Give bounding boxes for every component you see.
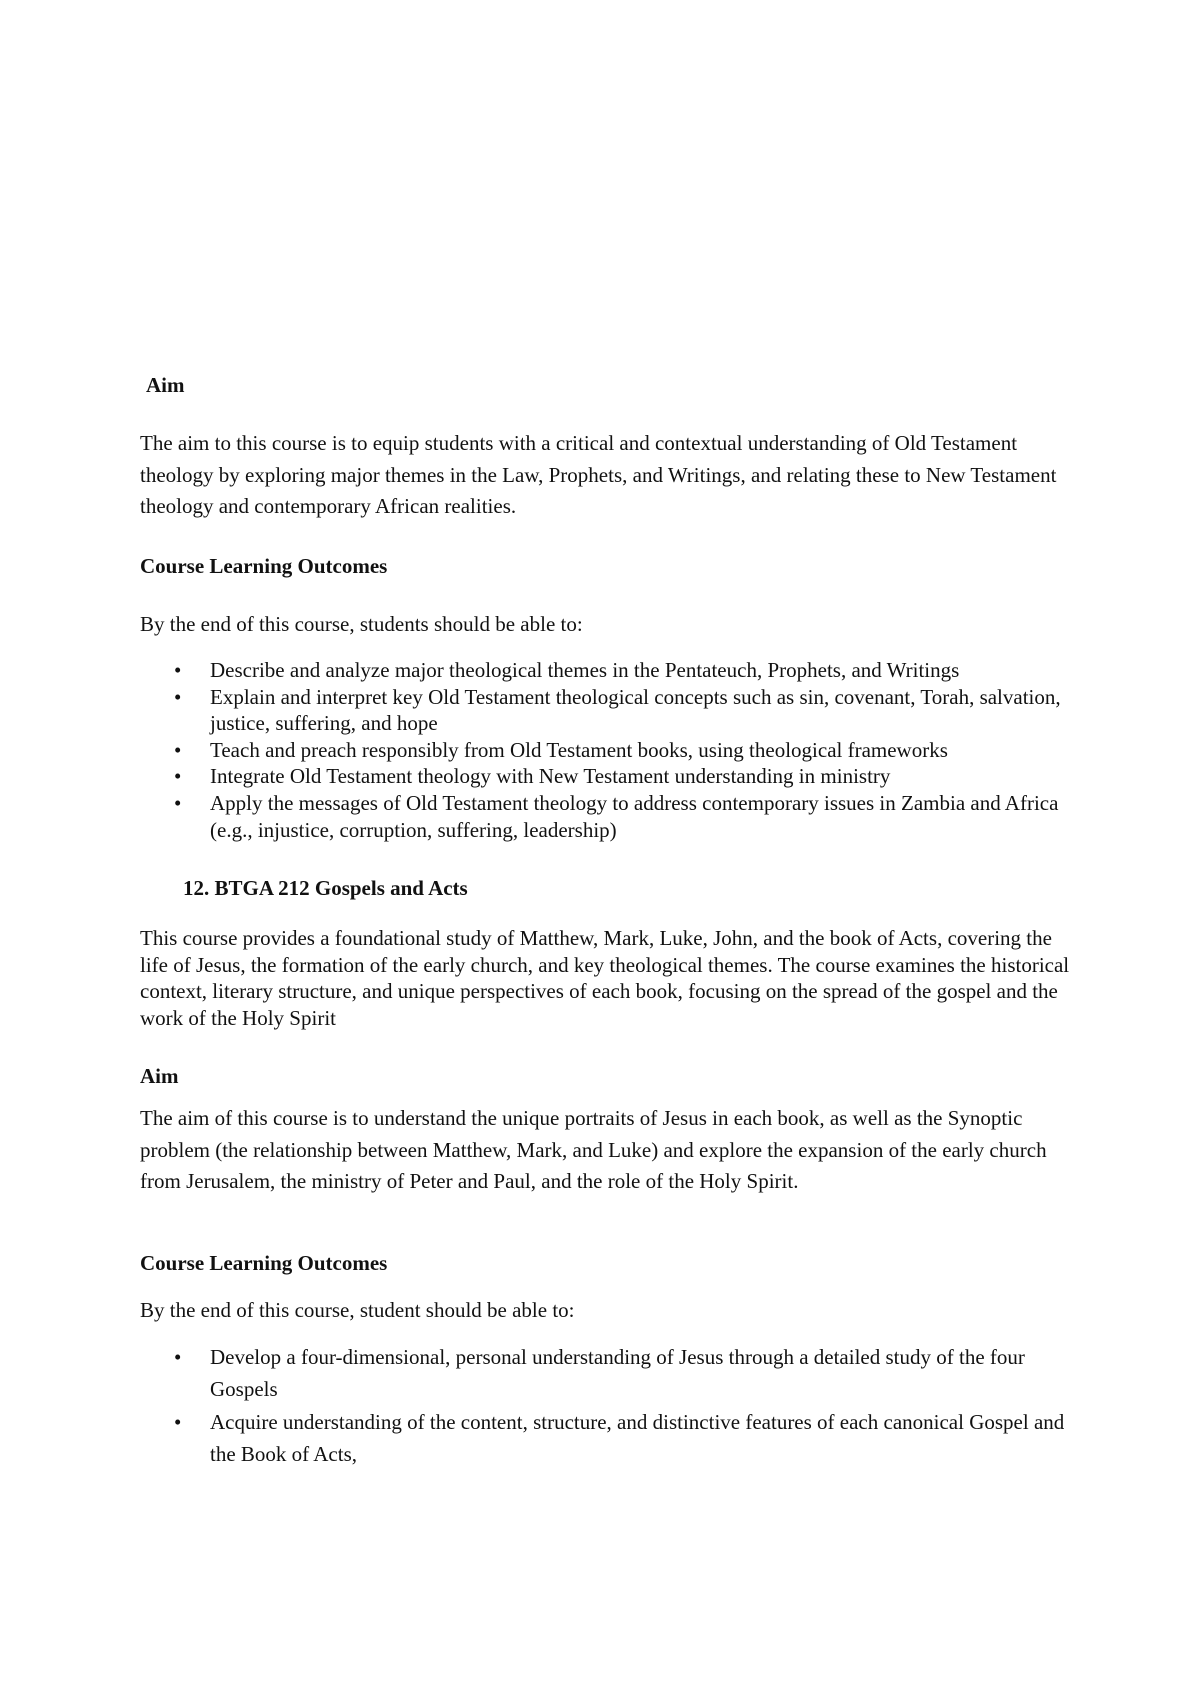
bullet-icon: • — [174, 790, 182, 815]
outcomes-heading-2: Course Learning Outcomes — [140, 1251, 388, 1275]
list-item — [140, 790, 1070, 843]
list-item — [140, 1407, 1070, 1470]
list-item-text: Explain and interpret key Old Testament theological concepts such as sin, covenant, Torah, salvation, justice, suffering, and hope — [210, 684, 1061, 736]
bullet-icon: • — [174, 658, 182, 682]
course-heading: 12. BTGA 212 Gospels and Acts — [183, 876, 468, 900]
list-item — [140, 657, 1070, 684]
list-item-text: Describe and analyze major theological themes in the Pentateuch, Prophets, and Writings — [210, 658, 960, 682]
list-item-text: Acquire understanding of the content, structure, and distinctive features of each canonical Gospel and the Book of Acts, — [210, 1410, 1065, 1466]
outcomes-list — [140, 657, 1070, 843]
list-item-text: Develop a four-dimensional, personal understanding of Jesus through a detailed study of the four Gospels — [210, 1345, 1025, 1401]
list-item — [140, 737, 1070, 764]
aim-paragraph: The aim to this course is to equip students with a critical and contextual understanding of Old Testament theology by exploring major themes in the Law, Prophets, and Writings, and relating these to New Testament theology and contemporary African realities. — [140, 431, 1057, 518]
list-item — [140, 763, 1070, 790]
bullet-icon: • — [174, 684, 182, 709]
bullet-icon: • — [174, 1410, 182, 1434]
aim-heading: Aim — [146, 373, 185, 397]
list-item — [140, 1342, 1070, 1405]
outcomes-intro: By the end of this course, students should be able to: — [140, 612, 583, 636]
list-item-text: Apply the messages of Old Testament theology to address contemporary issues in Zambia and Africa (e.g., injustice, corruption, suffering, leadership) — [210, 790, 1059, 842]
aim-heading-2: Aim — [140, 1064, 179, 1088]
list-item-text: Integrate Old Testament theology with New Testament understanding in ministry — [210, 764, 891, 789]
list-item-text: Teach and preach responsibly from Old Testament books, using theological frameworks — [210, 737, 948, 762]
outcomes-intro-2: By the end of this course, student should be able to: — [140, 1298, 575, 1322]
bullet-icon: • — [174, 737, 182, 762]
list-item — [140, 684, 1070, 737]
outcomes-heading: Course Learning Outcomes — [140, 554, 388, 578]
course-description: This course provides a foundational study of Matthew, Mark, Luke, John, and the book of Acts, covering the life of Jesus, the formation of the early church, and key theological themes. The course examines the historical context, literary structure, and unique perspectives of each book, focusing on the spread of the gospel and the work of the Holy Spirit — [140, 926, 1070, 1030]
bullet-icon: • — [174, 1345, 182, 1369]
bullet-icon: • — [174, 764, 182, 789]
outcomes-list-2 — [140, 1342, 1070, 1472]
aim-paragraph-2: The aim of this course is to understand the unique portraits of Jesus in each book, as well as the Synoptic problem (the relationship between Matthew, Mark, and Luke) and explore the expansion of the early church from Jerusalem, the ministry of Peter and Paul, and the role of the Holy Spirit. — [140, 1106, 1047, 1193]
